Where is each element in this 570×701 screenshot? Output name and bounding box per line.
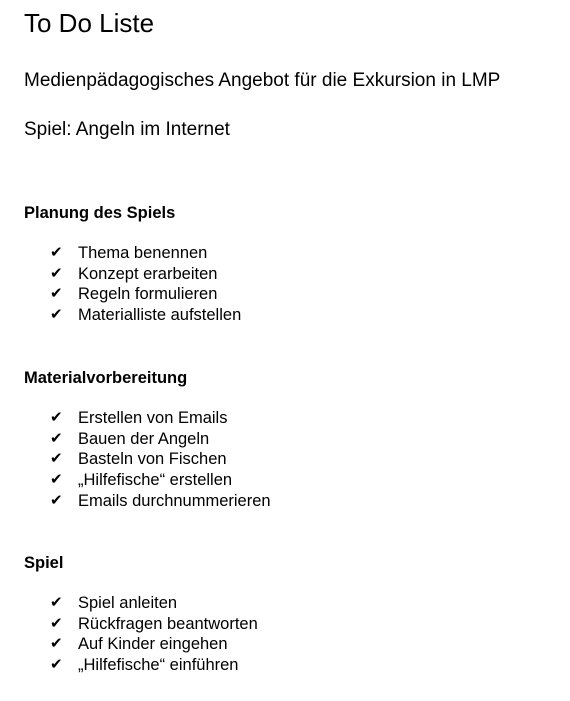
checkmark-icon: ✔ — [50, 285, 63, 303]
checkmark-icon: ✔ — [50, 594, 63, 612]
checkmark-icon: ✔ — [50, 429, 63, 447]
list-item — [50, 284, 241, 305]
list-item-label: Erstellen von Emails — [78, 409, 228, 428]
section-heading: Planung des Spiels — [24, 204, 176, 222]
page-title: To Do Liste — [24, 8, 155, 38]
list-item-label: Bauen der Angeln — [78, 429, 210, 448]
checkmark-icon: ✔ — [50, 409, 63, 427]
checkmark-icon: ✔ — [50, 491, 63, 509]
checkmark-icon: ✔ — [50, 471, 63, 489]
section-planung — [24, 203, 564, 325]
list-item — [50, 264, 241, 285]
list-item-label: Thema benennen — [78, 244, 208, 263]
list-item — [50, 429, 271, 450]
checkmark-icon: ✔ — [50, 244, 63, 262]
game-title: Spiel: Angeln im Internet — [24, 119, 230, 140]
list-item — [50, 614, 258, 635]
checklist — [50, 408, 271, 511]
list-item-label: Regeln formulieren — [78, 285, 218, 304]
list-item-label: „Hilfefische“ einführen — [78, 656, 239, 675]
list-item — [50, 490, 271, 511]
document-subtitle: Medienpädagogisches Angebot für die Exkursion in LMP — [24, 70, 501, 91]
list-item — [50, 305, 241, 326]
list-item-label: Basteln von Fischen — [78, 450, 227, 469]
list-item — [50, 634, 258, 655]
list-item-label: Spiel anleiten — [78, 594, 178, 613]
list-item-label: Rückfragen beantworten — [78, 614, 258, 633]
checklist — [50, 243, 241, 325]
list-item-label: Materialliste aufstellen — [78, 306, 242, 325]
checkmark-icon: ✔ — [50, 306, 63, 324]
section-materialvorbereitung — [24, 368, 564, 510]
list-item — [50, 655, 258, 676]
list-item — [50, 243, 241, 264]
checkmark-icon: ✔ — [50, 450, 63, 468]
list-item — [50, 449, 271, 470]
list-item — [50, 408, 271, 429]
list-item — [50, 593, 258, 614]
checkmark-icon: ✔ — [50, 614, 63, 632]
list-item-label: Auf Kinder eingehen — [78, 635, 228, 654]
section-heading: Spiel — [24, 554, 64, 572]
checkmark-icon: ✔ — [50, 635, 63, 653]
checklist — [50, 593, 258, 675]
list-item — [50, 470, 271, 491]
checkmark-icon: ✔ — [50, 264, 63, 282]
checkmark-icon: ✔ — [50, 656, 63, 674]
list-item-label: Emails durchnummerieren — [78, 491, 271, 510]
section-heading: Materialvorbereitung — [24, 369, 188, 387]
list-item-label: „Hilfefische“ erstellen — [78, 471, 233, 490]
list-item-label: Konzept erarbeiten — [78, 264, 218, 283]
section-spiel — [24, 553, 564, 675]
